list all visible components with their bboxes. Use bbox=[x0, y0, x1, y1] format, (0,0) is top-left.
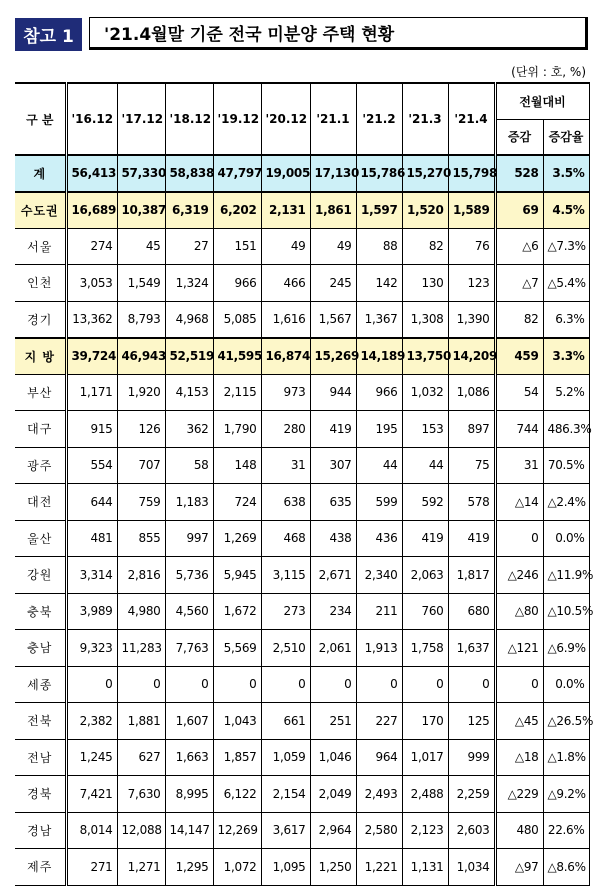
col-header-period: '21.1 bbox=[310, 83, 356, 155]
value-cell: 2,510 bbox=[261, 630, 310, 667]
value-cell: 1,616 bbox=[261, 301, 310, 338]
value-cell: 1,308 bbox=[402, 301, 448, 338]
value-cell: 661 bbox=[261, 703, 310, 740]
change-cell: 54 bbox=[495, 374, 543, 411]
value-cell: 4,560 bbox=[165, 593, 213, 630]
value-cell: 592 bbox=[402, 484, 448, 521]
value-cell: 436 bbox=[356, 520, 402, 557]
region-cell: 계 bbox=[15, 155, 66, 192]
table-row bbox=[15, 447, 589, 484]
value-cell: 7,421 bbox=[66, 776, 117, 813]
value-cell: 88 bbox=[356, 228, 402, 265]
value-cell: 2,488 bbox=[402, 776, 448, 813]
title-text: '21.4월말 기준 전국 미분양 주택 현황 bbox=[104, 25, 395, 45]
value-cell: 2,671 bbox=[310, 557, 356, 594]
col-header-region: 구 분 bbox=[15, 83, 66, 155]
table-row bbox=[15, 666, 589, 703]
table-row bbox=[15, 484, 589, 521]
value-cell: 1,043 bbox=[213, 703, 261, 740]
change-cell: △229 bbox=[495, 776, 543, 813]
change-cell: 31 bbox=[495, 447, 543, 484]
value-cell: 362 bbox=[165, 411, 213, 448]
value-cell: 19,005 bbox=[261, 155, 310, 192]
table-row bbox=[15, 739, 589, 776]
value-cell: 14,147 bbox=[165, 812, 213, 849]
value-cell: 0 bbox=[117, 666, 165, 703]
region-cell: 부산 bbox=[15, 374, 66, 411]
change-cell: △45 bbox=[495, 703, 543, 740]
value-cell: 419 bbox=[402, 520, 448, 557]
table-row bbox=[15, 703, 589, 740]
region-cell: 지 방 bbox=[15, 338, 66, 375]
table-row bbox=[15, 849, 589, 886]
value-cell: 638 bbox=[261, 484, 310, 521]
rate-cell: △11.9% bbox=[543, 557, 589, 594]
value-cell: 7,763 bbox=[165, 630, 213, 667]
value-cell: 999 bbox=[448, 739, 495, 776]
value-cell: 151 bbox=[213, 228, 261, 265]
change-cell: △97 bbox=[495, 849, 543, 886]
change-cell: △6 bbox=[495, 228, 543, 265]
value-cell: 1,017 bbox=[402, 739, 448, 776]
value-cell: 0 bbox=[402, 666, 448, 703]
region-cell: 경남 bbox=[15, 812, 66, 849]
value-cell: 997 bbox=[165, 520, 213, 557]
value-cell: 2,123 bbox=[402, 812, 448, 849]
value-cell: 14,209 bbox=[448, 338, 495, 375]
value-cell: 9,323 bbox=[66, 630, 117, 667]
value-cell: 130 bbox=[402, 265, 448, 302]
rate-cell: 4.5% bbox=[543, 192, 589, 229]
value-cell: 245 bbox=[310, 265, 356, 302]
value-cell: 0 bbox=[213, 666, 261, 703]
value-cell: 1,171 bbox=[66, 374, 117, 411]
value-cell: 49 bbox=[261, 228, 310, 265]
change-cell: △80 bbox=[495, 593, 543, 630]
value-cell: 897 bbox=[448, 411, 495, 448]
value-cell: 3,989 bbox=[66, 593, 117, 630]
value-cell: 153 bbox=[402, 411, 448, 448]
change-cell: 528 bbox=[495, 155, 543, 192]
value-cell: 707 bbox=[117, 447, 165, 484]
value-cell: 148 bbox=[213, 447, 261, 484]
value-cell: 274 bbox=[66, 228, 117, 265]
value-cell: 307 bbox=[310, 447, 356, 484]
value-cell: 27 bbox=[165, 228, 213, 265]
table-row bbox=[15, 155, 589, 192]
col-header-period: '21.2 bbox=[356, 83, 402, 155]
value-cell: 3,053 bbox=[66, 265, 117, 302]
value-cell: 0 bbox=[261, 666, 310, 703]
value-cell: 2,259 bbox=[448, 776, 495, 813]
value-cell: 13,362 bbox=[66, 301, 117, 338]
value-cell: 1,131 bbox=[402, 849, 448, 886]
region-cell: 강원 bbox=[15, 557, 66, 594]
value-cell: 195 bbox=[356, 411, 402, 448]
value-cell: 58,838 bbox=[165, 155, 213, 192]
table-row bbox=[15, 630, 589, 667]
value-cell: 1,758 bbox=[402, 630, 448, 667]
region-cell: 광주 bbox=[15, 447, 66, 484]
col-header-rate: 증감율 bbox=[543, 119, 589, 155]
value-cell: 966 bbox=[213, 265, 261, 302]
value-cell: 14,189 bbox=[356, 338, 402, 375]
value-cell: 6,122 bbox=[213, 776, 261, 813]
change-cell: 69 bbox=[495, 192, 543, 229]
value-cell: 12,269 bbox=[213, 812, 261, 849]
rate-cell: 70.5% bbox=[543, 447, 589, 484]
value-cell: 45 bbox=[117, 228, 165, 265]
page-title bbox=[89, 17, 588, 50]
value-cell: 0 bbox=[310, 666, 356, 703]
value-cell: 2,154 bbox=[261, 776, 310, 813]
value-cell: 1,221 bbox=[356, 849, 402, 886]
region-cell: 수도권 bbox=[15, 192, 66, 229]
value-cell: 0 bbox=[356, 666, 402, 703]
value-cell: 5,085 bbox=[213, 301, 261, 338]
change-cell: 480 bbox=[495, 812, 543, 849]
table-row bbox=[15, 301, 589, 338]
value-cell: 627 bbox=[117, 739, 165, 776]
value-cell: 126 bbox=[117, 411, 165, 448]
rate-cell: 0.0% bbox=[543, 666, 589, 703]
unit-note: (단위 : 호, %) bbox=[511, 65, 586, 79]
value-cell: 1,589 bbox=[448, 192, 495, 229]
value-cell: 58 bbox=[165, 447, 213, 484]
value-cell: 468 bbox=[261, 520, 310, 557]
rate-cell: 22.6% bbox=[543, 812, 589, 849]
value-cell: 1,367 bbox=[356, 301, 402, 338]
value-cell: 8,793 bbox=[117, 301, 165, 338]
value-cell: 0 bbox=[66, 666, 117, 703]
value-cell: 4,980 bbox=[117, 593, 165, 630]
value-cell: 13,750 bbox=[402, 338, 448, 375]
region-cell: 전남 bbox=[15, 739, 66, 776]
rate-cell: △1.8% bbox=[543, 739, 589, 776]
value-cell: 8,995 bbox=[165, 776, 213, 813]
value-cell: 1,271 bbox=[117, 849, 165, 886]
value-cell: 4,968 bbox=[165, 301, 213, 338]
value-cell: 31 bbox=[261, 447, 310, 484]
value-cell: 1,269 bbox=[213, 520, 261, 557]
value-cell: 481 bbox=[66, 520, 117, 557]
table-row bbox=[15, 776, 589, 813]
change-cell: △14 bbox=[495, 484, 543, 521]
col-header-period: '17.12 bbox=[117, 83, 165, 155]
value-cell: 142 bbox=[356, 265, 402, 302]
value-cell: 8,014 bbox=[66, 812, 117, 849]
value-cell: 3,115 bbox=[261, 557, 310, 594]
region-cell: 대구 bbox=[15, 411, 66, 448]
region-cell: 충남 bbox=[15, 630, 66, 667]
value-cell: 49 bbox=[310, 228, 356, 265]
value-cell: 1,324 bbox=[165, 265, 213, 302]
table-row bbox=[15, 593, 589, 630]
change-cell: △121 bbox=[495, 630, 543, 667]
region-cell: 경북 bbox=[15, 776, 66, 813]
rate-cell: 486.3% bbox=[543, 411, 589, 448]
value-cell: 2,131 bbox=[261, 192, 310, 229]
value-cell: 52,519 bbox=[165, 338, 213, 375]
col-header-period: '21.4 bbox=[448, 83, 495, 155]
value-cell: 82 bbox=[402, 228, 448, 265]
value-cell: 3,314 bbox=[66, 557, 117, 594]
value-cell: 1,549 bbox=[117, 265, 165, 302]
change-cell: 459 bbox=[495, 338, 543, 375]
rate-cell: △2.4% bbox=[543, 484, 589, 521]
value-cell: 1,086 bbox=[448, 374, 495, 411]
value-cell: 75 bbox=[448, 447, 495, 484]
reference-badge: 참고 1 bbox=[15, 18, 82, 51]
value-cell: 15,786 bbox=[356, 155, 402, 192]
value-cell: 2,493 bbox=[356, 776, 402, 813]
value-cell: 554 bbox=[66, 447, 117, 484]
value-cell: 5,736 bbox=[165, 557, 213, 594]
value-cell: 1,920 bbox=[117, 374, 165, 411]
region-cell: 전북 bbox=[15, 703, 66, 740]
value-cell: 16,874 bbox=[261, 338, 310, 375]
value-cell: 1,183 bbox=[165, 484, 213, 521]
rate-cell: 5.2% bbox=[543, 374, 589, 411]
value-cell: 44 bbox=[356, 447, 402, 484]
value-cell: 11,283 bbox=[117, 630, 165, 667]
value-cell: 964 bbox=[356, 739, 402, 776]
value-cell: 1,567 bbox=[310, 301, 356, 338]
value-cell: 1,607 bbox=[165, 703, 213, 740]
value-cell: 7,630 bbox=[117, 776, 165, 813]
col-header-period: '21.3 bbox=[402, 83, 448, 155]
value-cell: 1,032 bbox=[402, 374, 448, 411]
value-cell: 438 bbox=[310, 520, 356, 557]
value-cell: 1,245 bbox=[66, 739, 117, 776]
value-cell: 759 bbox=[117, 484, 165, 521]
table-body bbox=[15, 155, 594, 885]
value-cell: 1,913 bbox=[356, 630, 402, 667]
rate-cell: △9.2% bbox=[543, 776, 589, 813]
value-cell: 2,603 bbox=[448, 812, 495, 849]
region-cell: 서울 bbox=[15, 228, 66, 265]
col-header-period: '19.12 bbox=[213, 83, 261, 155]
value-cell: 5,569 bbox=[213, 630, 261, 667]
value-cell: 1,861 bbox=[310, 192, 356, 229]
value-cell: 211 bbox=[356, 593, 402, 630]
rate-cell: △7.3% bbox=[543, 228, 589, 265]
value-cell: 599 bbox=[356, 484, 402, 521]
value-cell: 1,059 bbox=[261, 739, 310, 776]
value-cell: 1,095 bbox=[261, 849, 310, 886]
value-cell: 1,857 bbox=[213, 739, 261, 776]
value-cell: 1,046 bbox=[310, 739, 356, 776]
value-cell: 273 bbox=[261, 593, 310, 630]
value-cell: 17,130 bbox=[310, 155, 356, 192]
value-cell: 1,390 bbox=[448, 301, 495, 338]
value-cell: 644 bbox=[66, 484, 117, 521]
table-row bbox=[15, 557, 589, 594]
value-cell: 0 bbox=[448, 666, 495, 703]
value-cell: 271 bbox=[66, 849, 117, 886]
value-cell: 15,269 bbox=[310, 338, 356, 375]
value-cell: 56,413 bbox=[66, 155, 117, 192]
value-cell: 4,153 bbox=[165, 374, 213, 411]
rate-cell: 3.5% bbox=[543, 155, 589, 192]
region-cell: 울산 bbox=[15, 520, 66, 557]
value-cell: 973 bbox=[261, 374, 310, 411]
value-cell: 855 bbox=[117, 520, 165, 557]
table-row bbox=[15, 265, 589, 302]
value-cell: 915 bbox=[66, 411, 117, 448]
table-row bbox=[15, 520, 589, 557]
value-cell: 44 bbox=[402, 447, 448, 484]
value-cell: 1,295 bbox=[165, 849, 213, 886]
value-cell: 47,797 bbox=[213, 155, 261, 192]
table-row bbox=[15, 338, 589, 375]
value-cell: 2,061 bbox=[310, 630, 356, 667]
rate-cell: △6.9% bbox=[543, 630, 589, 667]
value-cell: 2,382 bbox=[66, 703, 117, 740]
value-cell: 760 bbox=[402, 593, 448, 630]
value-cell: 41,595 bbox=[213, 338, 261, 375]
value-cell: 1,881 bbox=[117, 703, 165, 740]
col-header-period: '16.12 bbox=[66, 83, 117, 155]
col-header-change: 증감 bbox=[495, 119, 543, 155]
value-cell: 10,387 bbox=[117, 192, 165, 229]
rate-cell: △5.4% bbox=[543, 265, 589, 302]
value-cell: 15,270 bbox=[402, 155, 448, 192]
rate-cell: △8.6% bbox=[543, 849, 589, 886]
change-cell: 82 bbox=[495, 301, 543, 338]
table-row bbox=[15, 812, 589, 849]
value-cell: 125 bbox=[448, 703, 495, 740]
change-cell: 0 bbox=[495, 520, 543, 557]
change-cell: △18 bbox=[495, 739, 543, 776]
value-cell: 280 bbox=[261, 411, 310, 448]
unsold-housing-table bbox=[15, 82, 594, 886]
table-row bbox=[15, 192, 589, 229]
value-cell: 944 bbox=[310, 374, 356, 411]
value-cell: 12,088 bbox=[117, 812, 165, 849]
value-cell: 2,340 bbox=[356, 557, 402, 594]
value-cell: 1,034 bbox=[448, 849, 495, 886]
value-cell: 2,115 bbox=[213, 374, 261, 411]
value-cell: 419 bbox=[448, 520, 495, 557]
rate-cell: △10.5% bbox=[543, 593, 589, 630]
value-cell: 46,943 bbox=[117, 338, 165, 375]
change-cell: 0 bbox=[495, 666, 543, 703]
value-cell: 1,663 bbox=[165, 739, 213, 776]
value-cell: 234 bbox=[310, 593, 356, 630]
value-cell: 2,049 bbox=[310, 776, 356, 813]
value-cell: 1,672 bbox=[213, 593, 261, 630]
table-row bbox=[15, 411, 589, 448]
table-row bbox=[15, 374, 589, 411]
value-cell: 39,724 bbox=[66, 338, 117, 375]
value-cell: 0 bbox=[165, 666, 213, 703]
region-cell: 세종 bbox=[15, 666, 66, 703]
value-cell: 2,964 bbox=[310, 812, 356, 849]
region-cell: 인천 bbox=[15, 265, 66, 302]
value-cell: 251 bbox=[310, 703, 356, 740]
value-cell: 635 bbox=[310, 484, 356, 521]
region-cell: 제주 bbox=[15, 849, 66, 886]
value-cell: 227 bbox=[356, 703, 402, 740]
value-cell: 5,945 bbox=[213, 557, 261, 594]
change-cell: △7 bbox=[495, 265, 543, 302]
value-cell: 123 bbox=[448, 265, 495, 302]
value-cell: 3,617 bbox=[261, 812, 310, 849]
value-cell: 2,580 bbox=[356, 812, 402, 849]
value-cell: 1,790 bbox=[213, 411, 261, 448]
value-cell: 170 bbox=[402, 703, 448, 740]
value-cell: 724 bbox=[213, 484, 261, 521]
rate-cell: △26.5% bbox=[543, 703, 589, 740]
region-cell: 경기 bbox=[15, 301, 66, 338]
value-cell: 57,330 bbox=[117, 155, 165, 192]
col-header-period: '20.12 bbox=[261, 83, 310, 155]
value-cell: 966 bbox=[356, 374, 402, 411]
rate-cell: 0.0% bbox=[543, 520, 589, 557]
region-cell: 충북 bbox=[15, 593, 66, 630]
value-cell: 2,063 bbox=[402, 557, 448, 594]
rate-cell: 3.3% bbox=[543, 338, 589, 375]
value-cell: 16,689 bbox=[66, 192, 117, 229]
change-cell: △246 bbox=[495, 557, 543, 594]
col-header-group: 전월대비 bbox=[495, 83, 589, 119]
value-cell: 1,072 bbox=[213, 849, 261, 886]
col-header-period: '18.12 bbox=[165, 83, 213, 155]
value-cell: 1,637 bbox=[448, 630, 495, 667]
value-cell: 2,816 bbox=[117, 557, 165, 594]
value-cell: 419 bbox=[310, 411, 356, 448]
change-cell: 744 bbox=[495, 411, 543, 448]
value-cell: 76 bbox=[448, 228, 495, 265]
value-cell: 15,798 bbox=[448, 155, 495, 192]
value-cell: 1,597 bbox=[356, 192, 402, 229]
value-cell: 680 bbox=[448, 593, 495, 630]
table-row bbox=[15, 228, 589, 265]
value-cell: 466 bbox=[261, 265, 310, 302]
value-cell: 6,319 bbox=[165, 192, 213, 229]
value-cell: 1,817 bbox=[448, 557, 495, 594]
region-cell: 대전 bbox=[15, 484, 66, 521]
value-cell: 6,202 bbox=[213, 192, 261, 229]
rate-cell: 6.3% bbox=[543, 301, 589, 338]
value-cell: 1,520 bbox=[402, 192, 448, 229]
value-cell: 578 bbox=[448, 484, 495, 521]
value-cell: 1,250 bbox=[310, 849, 356, 886]
